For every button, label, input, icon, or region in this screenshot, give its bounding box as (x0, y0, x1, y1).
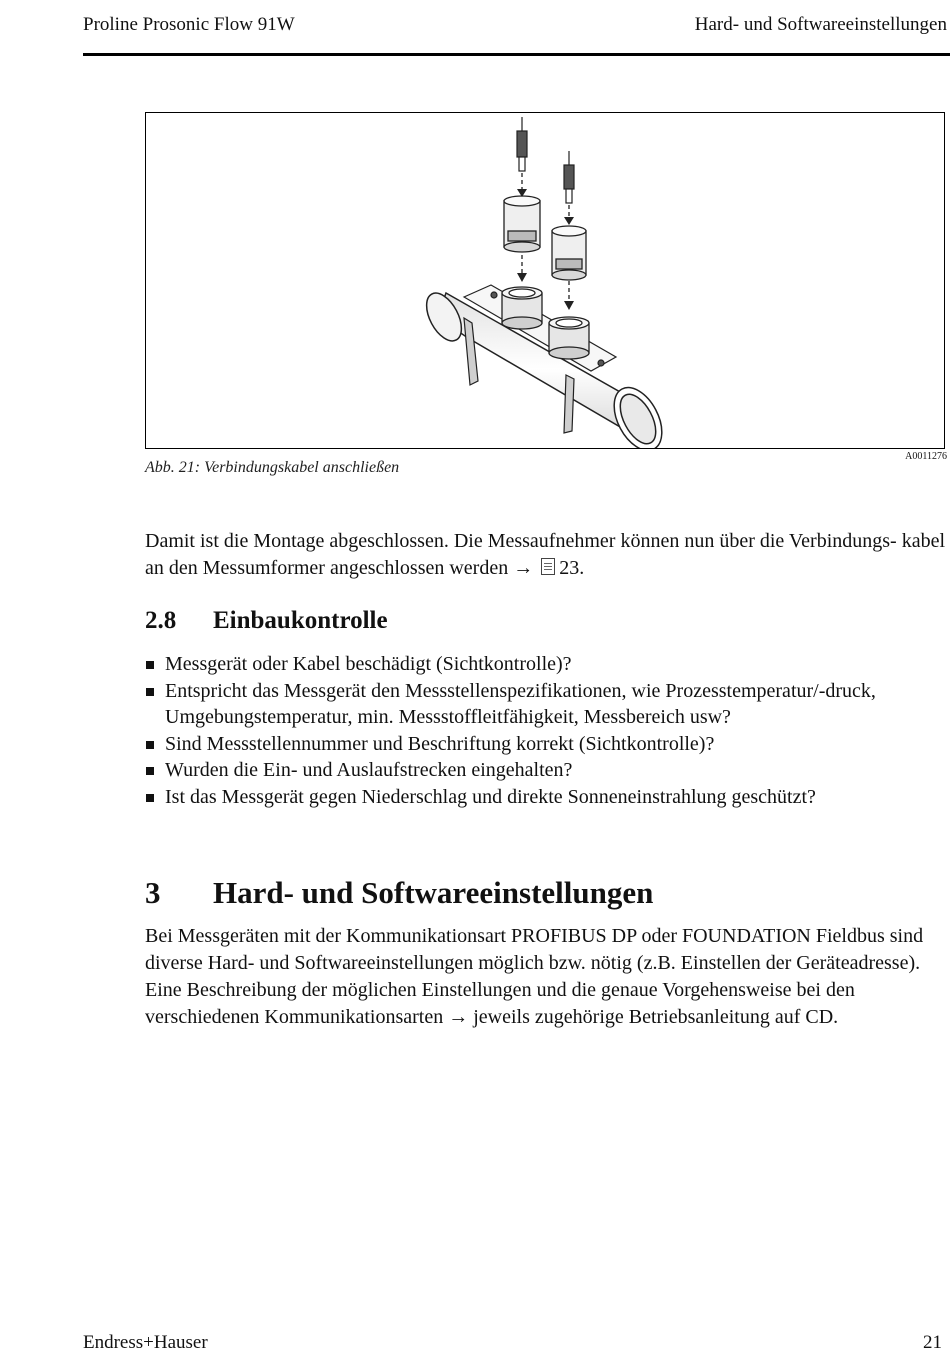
header-document-title: Proline Prosonic Flow 91W (83, 14, 295, 35)
figure-illustration (145, 112, 945, 449)
chapter-heading-3 (145, 875, 653, 911)
list-item: Sind Messstellennummer und Beschriftung korrekt (Sichtkontrolle)? (145, 731, 945, 758)
arrow-right-icon: → (448, 1006, 469, 1028)
figure-code: A0011276 (905, 451, 947, 462)
checklist (145, 651, 945, 810)
arrow-right-icon: → (513, 557, 534, 579)
chapter-text-end: jeweils zugehörige Betriebsanleitung auf CD. (473, 1006, 839, 1028)
figure-caption: Abb. 21: Verbindungskabel anschließen (145, 459, 400, 476)
list-item: Ist das Messgerät gegen Niederschlag und direkte Sonneneinstrahlung geschützt? (145, 784, 945, 811)
chapter-paragraph (145, 923, 945, 1031)
list-item: Messgerät oder Kabel beschädigt (Sichtkontrolle)? (145, 651, 945, 678)
sensor-holder-2-icon (549, 317, 589, 359)
sensor-holder-1-icon (502, 287, 542, 329)
sensor-cap-1-icon (504, 196, 540, 252)
page-ref-number[interactable]: 23. (559, 557, 585, 579)
sensor-cap-2-icon (552, 226, 586, 280)
page-number: 21 (923, 1332, 942, 1353)
cable-connector-2-icon (564, 151, 574, 203)
section-number: 2.8 (145, 607, 177, 634)
section-title: Einbaukontrolle (213, 607, 388, 634)
sensor-cable-illustration (146, 113, 945, 449)
header-rule (83, 53, 950, 56)
pipe-icon (419, 287, 671, 449)
chapter-title: Hard- und Softwareeinstellungen (213, 875, 654, 910)
chapter-number: 3 (145, 875, 161, 910)
page-reference-icon (541, 558, 555, 575)
chapter-text: Bei Messgeräten mit der Kommunikationsart PROFIBUS DP oder FOUNDATION Fieldbus sind diverse Hard- und Softwareeinstellungen möglich bzw. nötig (z.B. Einstellen der Geräteadresse). Eine Beschreibung der möglichen Einstellungen und die genaue Vorgehensweise bei den verschiedenen Kommunikationsarten (145, 925, 924, 1028)
section-heading-2-8 (145, 607, 388, 635)
header-chapter-title: Hard- und Softwareeinstellungen (694, 14, 947, 35)
list-item: Entspricht das Messgerät den Messstellenspezifikationen, wie Prozesstemperatur/-druck, Umgebungstemperatur, min. Messstoffleitfähigkeit, Messbereich usw? (145, 678, 945, 731)
intro-text: Damit ist die Montage abgeschlossen. Die Messaufnehmer können nun über die Verbindungs- kabel an den Messumformer angeschlossen werden (145, 530, 945, 579)
intro-paragraph (145, 528, 945, 582)
footer-company: Endress+Hauser (83, 1332, 208, 1353)
cable-connector-1-icon (517, 117, 527, 171)
list-item: Wurden die Ein- und Auslaufstrecken eingehalten? (145, 757, 945, 784)
